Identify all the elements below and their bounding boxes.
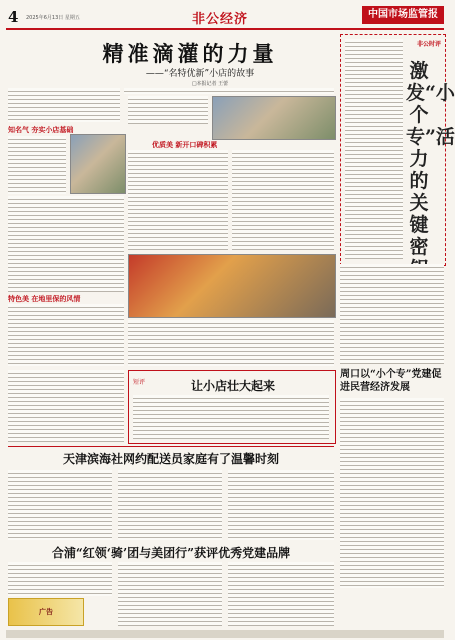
lead-photo-top: [212, 96, 336, 140]
bottom-story-1-col3: [228, 470, 334, 540]
mid-story-label: 短评: [133, 379, 146, 386]
lead-body-col1b: [8, 196, 124, 292]
lead-photo-main: [128, 254, 336, 318]
bottom-story-2-col1: [8, 562, 112, 596]
bottom-story-1-col2: [118, 470, 222, 540]
lead-photo-small: [70, 134, 126, 194]
bottom-story-2-col3: [228, 562, 334, 626]
side-tag: 非公时评: [416, 41, 441, 48]
lead-body-col2b: [128, 150, 228, 250]
lead-byline: □本报记者 王蕾: [191, 81, 229, 87]
lead-title: 精准滴灌的力量: [102, 41, 278, 66]
footer-bar: [6, 630, 444, 638]
bottom-story-1-title: 天津滨海社网约配送员家庭有了温馨时刻: [62, 452, 279, 466]
divider: [8, 446, 334, 447]
ad-banner: 广告: [8, 598, 84, 626]
lead-body-col2a: [128, 96, 208, 124]
mid-story-box: [128, 370, 336, 444]
mid-story-title: 让小店壮大起来: [191, 379, 276, 393]
page-number: 4: [8, 8, 19, 26]
page-header: [6, 6, 444, 30]
subhead-3: 特色美 在地里保的风情: [8, 295, 81, 303]
bottom-story-1-col1: [8, 470, 112, 540]
masthead: 中国市场监管报: [362, 6, 444, 24]
lead-body-col1a: [8, 136, 66, 194]
date-line: 2025年6月13日 星期五: [26, 15, 80, 21]
lead-body-col3a: [232, 150, 334, 250]
lead-intro-text-2: [124, 88, 334, 94]
bottom-story-2-col2: [118, 562, 222, 626]
subhead-2: 优质美 新开口碑积累: [152, 141, 218, 149]
right-story-text: [340, 398, 444, 588]
subhead-1: 知名气 夯实小店基础: [8, 126, 74, 134]
side-vertical-title: 激发“小个专”活力的关键密: [406, 60, 455, 258]
right-story-title: 周口以“小个专”党建促进民营经济发展: [340, 369, 442, 393]
lead-subtitle: ——“名特优新”小店的故事: [145, 69, 255, 79]
lead-body-bottom: [128, 320, 334, 366]
lead-body-end: [8, 370, 124, 442]
lead-body-col1c: [8, 304, 124, 366]
lead-intro-text: [8, 88, 120, 122]
side-continued-text: [340, 264, 444, 364]
section-title: 非公经济: [192, 12, 249, 27]
side-text: [345, 39, 403, 259]
mid-story-text: [133, 395, 329, 439]
bottom-story-2-title: 合浦“红领‘骑’团与美团行”获评优秀党建品牌: [51, 546, 291, 560]
